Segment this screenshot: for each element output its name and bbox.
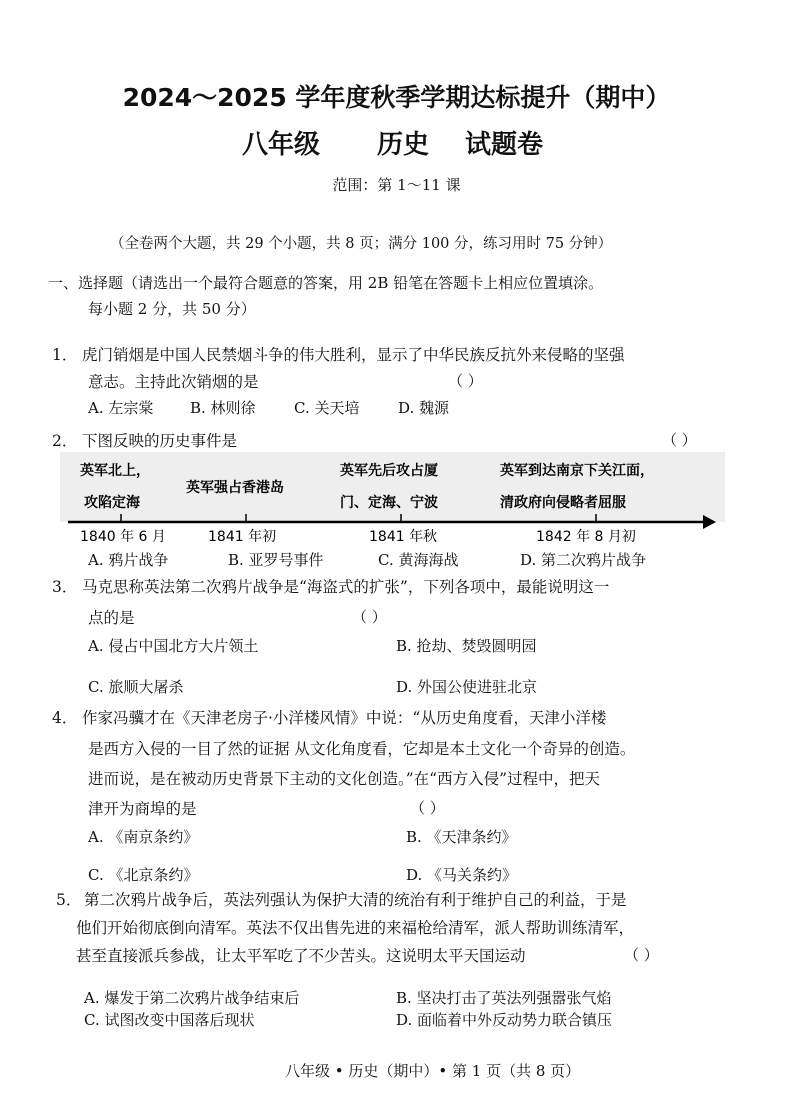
timeline-event: 英军北上，: [80, 463, 150, 479]
option-c: C. 旅顺大屠杀: [88, 678, 184, 696]
question-text: 虎门销烟是中国人民禁烟斗争的伟大胜利，显示了中华民族反抗外来侵略的坚强: [82, 346, 625, 364]
option-d: D. 面临着中外反动势力联合镇压: [396, 1011, 613, 1029]
timeline-figure: [60, 452, 730, 548]
question-text: 进而说，是在被动历史背景下主动的文化创造。”在“西方入侵”过程中，把天: [88, 770, 601, 788]
option-b: B. 《天津条约》: [406, 828, 517, 846]
answer-blank: （ ）: [448, 372, 483, 390]
instructions: （全卷两个大题，共 29 个小题，共 8 页；满分 100 分，练习用时 75 分钟）: [110, 236, 613, 252]
timeline-date: 1842 年 8 月初: [536, 529, 636, 545]
option-d: D. 魏源: [398, 399, 450, 417]
question-text: 下图反映的历史事件是: [82, 432, 238, 450]
answer-blank: （ ）: [352, 608, 387, 626]
section-heading-cont: 每小题 2 分，共 50 分）: [88, 300, 256, 318]
exam-title: 2024～2025 学年度秋季学期达标提升（期中）: [122, 83, 671, 112]
option-a: A. 爆发于第二次鸦片战争结束后: [84, 989, 300, 1007]
timeline-date: 1840 年 6 月: [80, 529, 166, 545]
question-text: 意志。主持此次销烟的是: [88, 373, 259, 391]
option-a: A. 《南京条约》: [88, 828, 199, 846]
option-a: A. 鸦片战争: [88, 551, 169, 569]
option-d: D. 第二次鸦片战争: [520, 551, 647, 569]
timeline-event: 英军强占香港岛: [186, 480, 284, 496]
timeline-date: 1841 年秋: [369, 529, 438, 545]
option-c: C. 关天培: [294, 399, 360, 417]
question-number: 1．: [52, 346, 78, 364]
scope-line: 范围：第 1～11 课: [332, 176, 461, 194]
question-number: 4．: [52, 709, 78, 727]
question-number: 3．: [52, 578, 78, 596]
grade-label: 八年级: [242, 130, 321, 160]
question-text: 是西方入侵的一目了然的证据 从文化角度看，它却是本土文化一个奇异的创造。: [88, 740, 636, 758]
option-c: C. 《北京条约》: [88, 866, 199, 884]
option-c: C. 试图改变中国落后现状: [84, 1011, 255, 1029]
section-heading: 一、选择题（请选出一个最符合题意的答案，用 2B 铅笔在答题卡上相应位置填涂。: [48, 274, 604, 292]
question-text: 点的是: [88, 609, 135, 627]
question-text: 第二次鸦片战争后，英法列强认为保护大清的统治有利于维护自己的利益，于是: [84, 891, 627, 909]
subject-label: 历史: [377, 130, 430, 160]
option-b: B. 林则徐: [190, 399, 256, 417]
timeline-event: 攻陷定海: [84, 495, 140, 511]
question-text: 马克思称英法第二次鸦片战争是“海盗式的扩张”，下列各项中，最能说明这一: [82, 578, 610, 596]
timeline-event: 英军先后攻占厦: [340, 463, 438, 479]
option-d: D. 外国公使进驻北京: [396, 678, 538, 696]
timeline-event: 清政府向侵略者屈服: [500, 495, 626, 511]
timeline-event: 英军到达南京下关江面，: [500, 463, 654, 479]
option-b: B. 抢劫、焚毁圆明园: [396, 637, 537, 655]
question-text: 他们开始彻底倒向清军。英法不仅出售先进的来福枪给清军，派人帮助训练清军，: [76, 919, 635, 937]
page-footer: 八年级 • 历史（期中）• 第 1 页（共 8 页）: [285, 1062, 581, 1080]
question-text: 作家冯骥才在《天津老房子·小洋楼风情》中说：“从历史角度看，天津小洋楼: [82, 709, 607, 727]
answer-blank: （ ）: [662, 431, 697, 449]
option-c: C. 黄海海战: [378, 551, 459, 569]
question-number: 2．: [52, 432, 78, 450]
question-text: 甚至直接派兵参战，让太平军吃了不少苦头。这说明太平天国运动: [76, 947, 526, 965]
question-text: 津开为商埠的是: [88, 800, 197, 818]
question-number: 5．: [56, 891, 82, 909]
option-d: D. 《马关条约》: [406, 866, 518, 884]
answer-blank: （ ）: [624, 946, 659, 964]
option-a: A. 左宗棠: [88, 399, 154, 417]
option-b: B. 坚决打击了英法列强嚣张气焰: [396, 989, 612, 1007]
option-a: A. 侵占中国北方大片领土: [88, 637, 259, 655]
paper-label: 试题卷: [465, 130, 544, 160]
answer-blank: （ ）: [410, 799, 445, 817]
option-b: B. 亚罗号事件: [228, 551, 324, 569]
timeline-event: 门、定海、宁波: [340, 495, 438, 511]
timeline-date: 1841 年初: [208, 529, 277, 545]
